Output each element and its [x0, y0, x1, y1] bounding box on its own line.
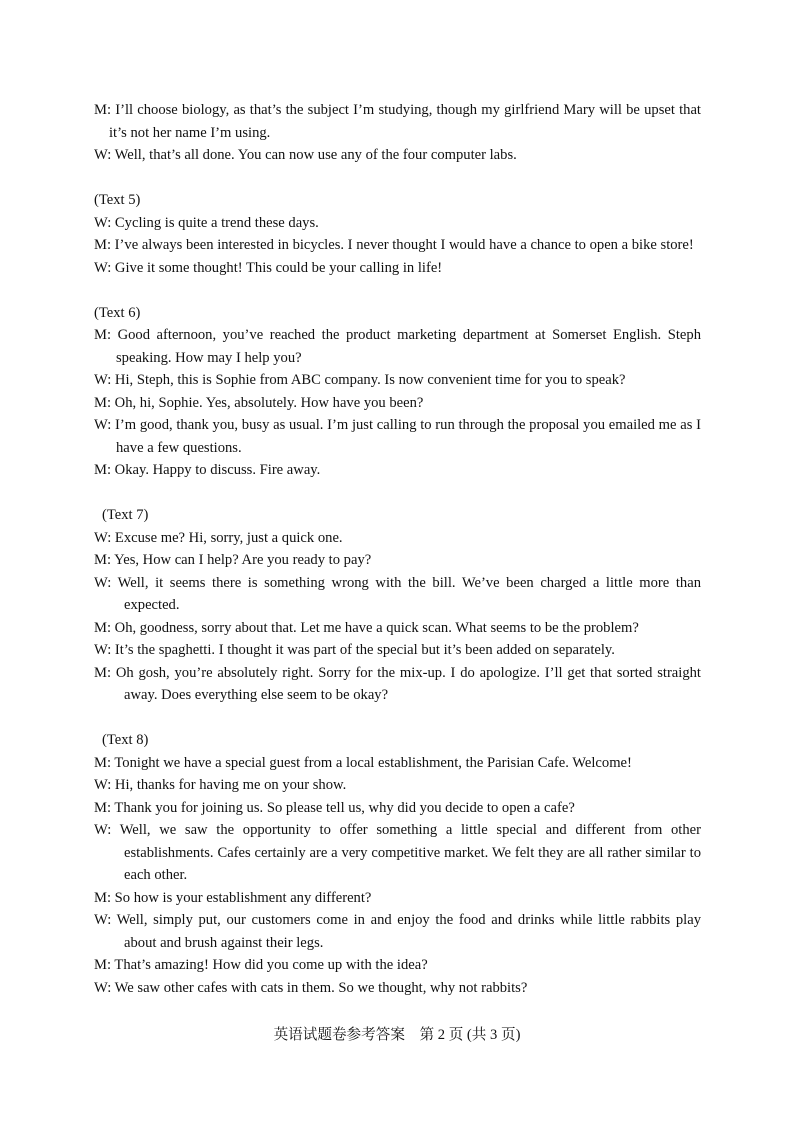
dialogue-line: W: Hi, thanks for having me on your show.	[94, 777, 347, 793]
dialogue-line: M: I’ll choose biology, as that’s the subject I’m studying, though my girlfriend Mary will be upset that it’s not her name I’m using.	[94, 102, 701, 141]
section-label: (Text 7)	[102, 507, 149, 523]
page-footer: 英语试题卷参考答案 第 2 页 (共 3 页)	[273, 1027, 521, 1043]
dialogue-line: W: Give it some thought! This could be your calling in life!	[94, 259, 443, 276]
dialogue-line: M: Oh, hi, Sophie. Yes, absolutely. How have you been?	[94, 394, 424, 411]
dialogue-line: M: Good afternoon, you’ve reached the product marketing department at Somerset English. Steph speaking. How may I help you?	[94, 327, 701, 366]
dialogue-line: M: I’ve always been interested in bicycles. I never thought I would have a chance to open a bike store!	[94, 237, 694, 253]
section-label: (Text 5)	[94, 192, 141, 208]
section-text-5	[94, 189, 701, 279]
dialogue-line: M: Tonight we have a special guest from a local establishment, the Parisian Cafe. Welcome!	[94, 754, 632, 771]
dialogue-line: M: That’s amazing! How did you come up with the idea?	[94, 957, 428, 973]
transcript-body	[94, 99, 701, 1022]
dialogue-line: W: Well, simply put, our customers come in and enjoy the food and drinks while little rabbits play about and brush against their legs.	[94, 912, 701, 951]
dialogue-line: W: It’s the spaghetti. I thought it was part of the special but it’s been added on separately.	[94, 642, 615, 658]
dialogue-line: M: So how is your establishment any different?	[94, 889, 372, 906]
dialogue-line: M: Thank you for joining us. So please tell us, why did you decide to open a cafe?	[94, 799, 575, 816]
section-text-8	[94, 729, 701, 999]
dialogue-line: W: Cycling is quite a trend these days.	[94, 214, 319, 231]
dialogue-line: M: Okay. Happy to discuss. Fire away.	[94, 462, 321, 478]
dialogue-line: M: Yes, How can I help? Are you ready to pay?	[94, 552, 372, 568]
dialogue-line: W: We saw other cafes with cats in them. So we thought, why not rabbits?	[94, 979, 528, 996]
dialogue-line: M: Oh, goodness, sorry about that. Let me have a quick scan. What seems to be the problem?	[94, 619, 639, 636]
section-text-6	[94, 302, 701, 482]
dialogue-line: M: Oh gosh, you’re absolutely right. Sorry for the mix-up. I do apologize. I’ll get that sorted straight away. Does everything else seem to be okay?	[94, 664, 701, 703]
section-text-7	[94, 504, 701, 707]
section-label: (Text 6)	[94, 304, 141, 321]
dialogue-line: W: Well, it seems there is something wrong with the bill. We’ve been charged a little more than expected.	[94, 574, 701, 613]
dialogue-line: W: I’m good, thank you, busy as usual. I’m just calling to run through the proposal you emailed me as I have a few questions.	[94, 417, 701, 456]
dialogue-line: W: Hi, Steph, this is Sophie from ABC company. Is now convenient time for you to speak?	[94, 372, 626, 388]
dialogue-line: W: Excuse me? Hi, sorry, just a quick one.	[94, 529, 343, 546]
dialogue-line: W: Well, that’s all done. You can now use any of the four computer labs.	[94, 147, 517, 163]
section-label: (Text 8)	[102, 732, 149, 748]
section-text-4-continued	[94, 99, 701, 167]
dialogue-line: W: Well, we saw the opportunity to offer something a little special and different from other establishments. Cafes certainly are a very competitive market. We felt they are all rather similar to each other.	[94, 822, 701, 883]
